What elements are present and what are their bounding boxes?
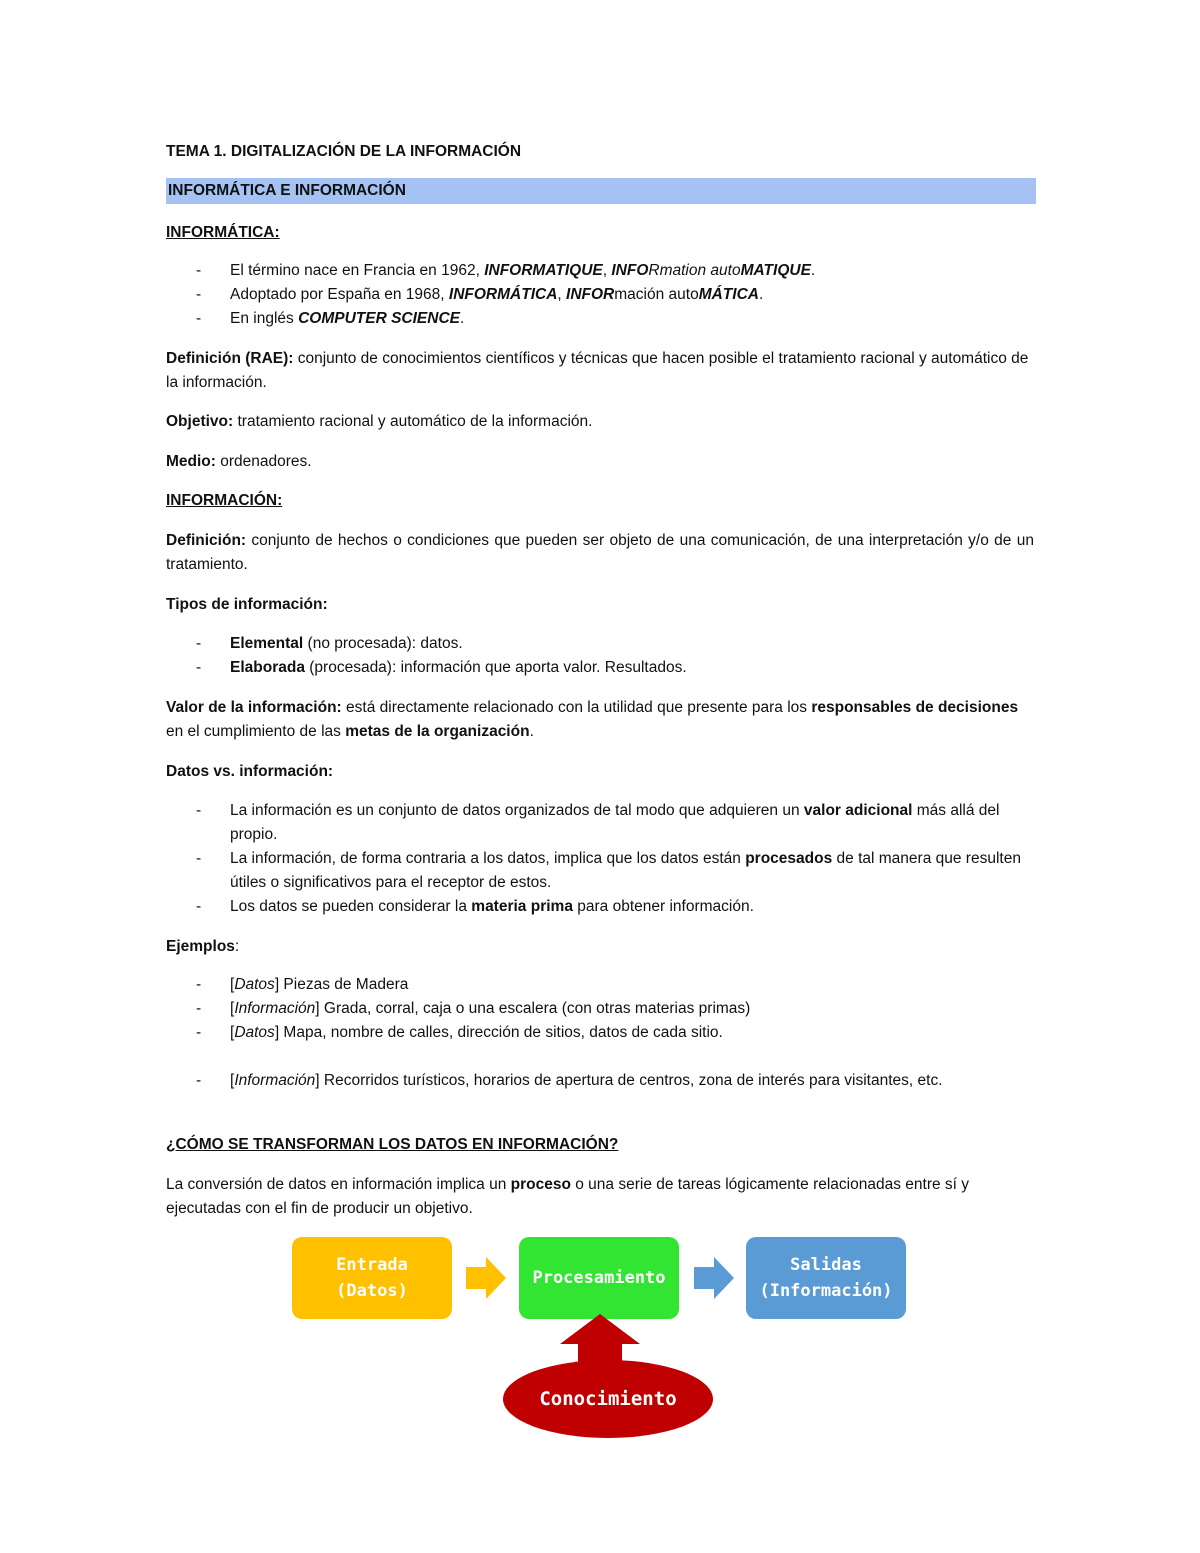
definition-rae: Definición (RAE): conjunto de conocimientos científicos y técnicas que hacen posible el tratamiento racional y automático de la información. bbox=[166, 350, 1029, 391]
definition-informacion: Definición: conjunto de hechos o condiciones que pueden ser objeto de una comunicación, de una interpretación y/o de un tratamiento. bbox=[166, 532, 1034, 573]
section-band-label: INFORMÁTICA E INFORMACIÓN bbox=[168, 182, 406, 199]
list-item: - [Información] Recorridos turísticos, horarios de apertura de centros, zona de interés para visitantes, etc. bbox=[166, 1069, 1034, 1093]
datos-vs-heading: Datos vs. información: bbox=[166, 763, 334, 780]
origin-list bbox=[166, 259, 1034, 331]
list-item: - Elemental (no procesada): datos. bbox=[166, 632, 1034, 656]
medium: Medio: ordenadores. bbox=[166, 453, 312, 470]
entrada-label: Entrada bbox=[336, 1255, 408, 1275]
heading-informatica: INFORMÁTICA: bbox=[166, 224, 280, 241]
section-band bbox=[166, 178, 1036, 204]
entrada-sublabel: (Datos) bbox=[336, 1281, 408, 1301]
document-title: TEMA 1. DIGITALIZACIÓN DE LA INFORMACIÓN bbox=[166, 143, 522, 160]
list-item: - Adoptado por España en 1968, INFORMÁTICA, INFORmación autoMÁTICA. bbox=[166, 283, 1034, 307]
heading-transforma: ¿CÓMO SE TRANSFORMAN LOS DATOS EN INFORMACIÓN? bbox=[166, 1136, 619, 1153]
salidas-label: Salidas bbox=[790, 1255, 862, 1275]
tipos-list bbox=[166, 632, 1034, 680]
conocimiento-ellipse bbox=[503, 1360, 713, 1438]
ejemplos-list bbox=[166, 973, 1034, 1045]
list-item: - [Datos] Piezas de Madera bbox=[166, 973, 1034, 997]
ejemplos-heading: Ejemplos: bbox=[166, 938, 240, 955]
datos-vs-list bbox=[166, 799, 1034, 919]
objective: Objetivo: tratamiento racional y automático de la información. bbox=[166, 413, 593, 430]
procesamiento-box bbox=[519, 1237, 679, 1319]
heading-informacion: INFORMACIÓN: bbox=[166, 492, 283, 509]
procesamiento-label: Procesamiento bbox=[532, 1268, 666, 1288]
list-item: - La información, de forma contraria a los datos, implica que los datos están procesados de tal manera que resulten útiles o significativos para el receptor de estos. bbox=[166, 847, 1034, 895]
entrada-box bbox=[292, 1237, 452, 1319]
list-item: - El término nace en Francia en 1962, INFORMATIQUE, INFORmation autoMATIQUE. bbox=[166, 259, 1034, 283]
valor-informacion: Valor de la información: está directamente relacionado con la utilidad que presente para los responsables de decisiones en el cumplimiento de las metas de la organización. bbox=[166, 699, 1019, 740]
list-item: - [Información] Grada, corral, caja o una escalera (con otras materias primas) bbox=[166, 997, 1034, 1021]
salidas-box bbox=[746, 1237, 906, 1319]
arrow-right-icon bbox=[466, 1257, 506, 1299]
tipos-heading: Tipos de información: bbox=[166, 596, 328, 613]
list-item: - Los datos se pueden considerar la materia prima para obtener información. bbox=[166, 895, 1034, 919]
list-item: - En inglés COMPUTER SCIENCE. bbox=[166, 307, 1034, 331]
transforma-paragraph: La conversión de datos en información implica un proceso o una serie de tareas lógicamente relacionadas entre sí y ejecutadas con el fin de producir un objetivo. bbox=[166, 1176, 970, 1217]
list-item: - La información es un conjunto de datos organizados de tal modo que adquieren un valor adicional más allá del propio. bbox=[166, 799, 1034, 847]
list-item: - Elaborada (procesada): información que aporta valor. Resultados. bbox=[166, 656, 1034, 680]
ejemplos-list-extra bbox=[166, 1069, 1034, 1093]
arrow-right-icon bbox=[694, 1257, 734, 1299]
conocimiento-label: Conocimiento bbox=[539, 1388, 677, 1410]
salidas-sublabel: (Información) bbox=[759, 1281, 893, 1301]
list-item: - [Datos] Mapa, nombre de calles, dirección de sitios, datos de cada sitio. bbox=[166, 1021, 1034, 1045]
